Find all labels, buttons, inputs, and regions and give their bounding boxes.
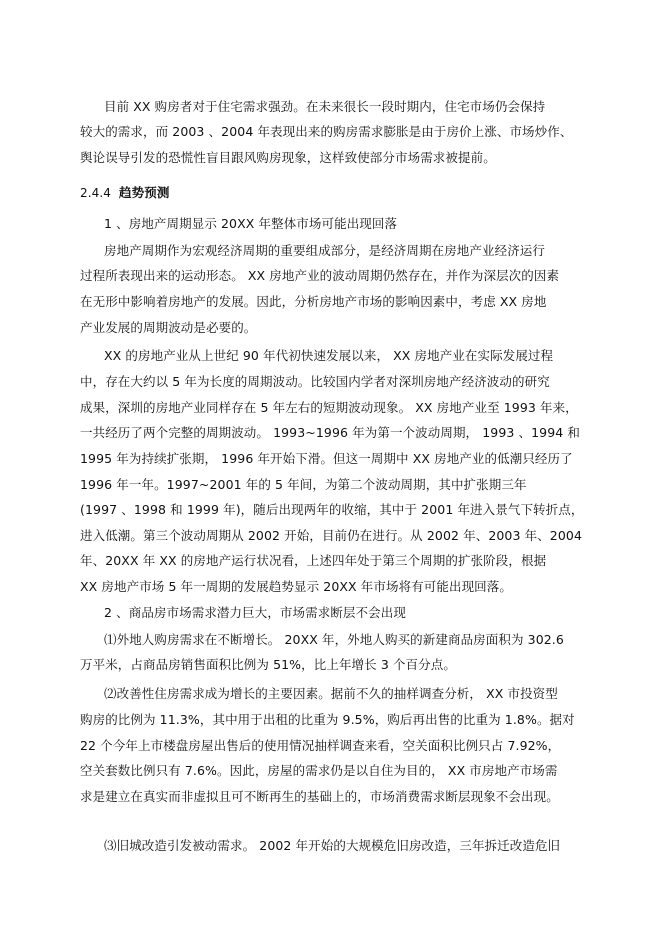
paragraph-line: 房地产周期作为宏观经济周期的重要组成部分，是经济周期在房地产业经济运行 (104, 243, 546, 258)
paragraph-line: ⑴外地人购房需求在不断增长。 20XX 年，外地人购买的新建商品房面积为 302.6 (104, 632, 564, 647)
paragraph-line: 1996 年一年。1997~2001 年的 5 年间，为第二个波动周期，其中扩张期三年 (80, 477, 527, 492)
paragraph-line: XX 的房地产业从上世纪 90 年代初快速发展以来， XX 房地产业在实际发展过程 (104, 348, 554, 363)
paragraph-line: 成果，深圳的房地产业同样存在 5 年左右的短期波动现象。 XX 房地产业至 1993 年来， (80, 400, 578, 415)
paragraph-line: XX 房地产市场 5 年一周期的发展趋势显示 20XX 年市场将有可能出现回落。 (80, 579, 512, 594)
paragraph-line: 目前 XX 购房者对于住宅需求强劲。在未来很长一段时期内，住宅市场仍会保持 (104, 99, 546, 114)
paragraph-line: 进入低潮。第三个波动周期从 2002 开始，目前仍在进行。从 2002 年、2003 年、2004 (80, 528, 583, 543)
paragraph-line: 1995 年为持续扩张期， 1996 年开始下滑。但这一周期中 XX 房地产业的低潮只经历了 (80, 451, 573, 466)
paragraph-line: 求是建立在真实而非虚拟且可不断再生的基础上的，市场消费需求断层现象不会出现。 (80, 789, 559, 804)
paragraph-line: 过程所表现出来的运动形态。 XX 房地产业的波动周期仍然存在，并作为深层次的因素 (80, 268, 560, 283)
paragraph-line: 较大的需求，而 2003 、2004 年表现出来的购房需求膨胀是由于房价上涨、市场炒作、 (80, 124, 573, 139)
paragraph-line: ⑶旧城改造引发被动需求。 2002 年开始的大规模危旧房改造，三年拆迁改造危旧 (104, 838, 561, 853)
section-title: 趋势预测 (119, 185, 170, 200)
item-title: 1 、房地产周期显示 20XX 年整体市场可能出现回落 (104, 216, 398, 231)
paragraph-line: 一共经历了两个完整的周期波动。 1993~1996 年为第一个波动周期， 1993 、1994 和 (80, 425, 580, 440)
section-number: 2.4.4 (80, 186, 112, 200)
paragraph-line: 万平米，占商品房销售面积比例为 51%，比上年增长 3 个百分点。 (80, 657, 456, 672)
paragraph-line: 舆论误导引发的恐慌性盲目跟风购房现象，这样致使部分市场需求被提前。 (80, 150, 496, 165)
paragraph-line: 年、20XX 年 XX 的房地产运行状况看，上述四年处于第三个周期的扩张阶段，根据 (80, 553, 547, 568)
section-heading (80, 185, 169, 201)
paragraph-line: 在无形中影响着房地产的发展。因此，分析房地产市场的影响因素中，考虑 XX 房地 (80, 294, 547, 309)
paragraph-line: (1997 、1998 和 1999 年)，随后出现两年的收缩，其中于 2001 年进入景气下转折点， (80, 502, 584, 517)
item-title: 2 、商品房市场需求潜力巨大，市场需求断层不会出现 (104, 605, 406, 620)
paragraph-line: 购房的比例为 11.3%，其中用于出租的比重为 9.5%，购后再出售的比重为 1.8%。据对 (80, 712, 575, 727)
paragraph-line: 22 个今年上市楼盘房屋出售后的使用情况抽样调查来看，空关面积比例只占 7.92%， (80, 738, 561, 753)
paragraph-line: ⑵改善性住房需求成为增长的主要因素。据前不久的抽样调查分析， XX 市投资型 (104, 686, 558, 701)
paragraph-line: 产业发展的周期波动是必要的。 (80, 320, 257, 335)
paragraph-line: 中，存在大约以 5 年为长度的周期波动。比较国内学者对深圳房地产经济波动的研究 (80, 374, 550, 389)
paragraph-line: 空关套数比例只有 7.6%。因此，房屋的需求仍是以自住为目的， XX 市房地产市场需 (80, 763, 558, 778)
